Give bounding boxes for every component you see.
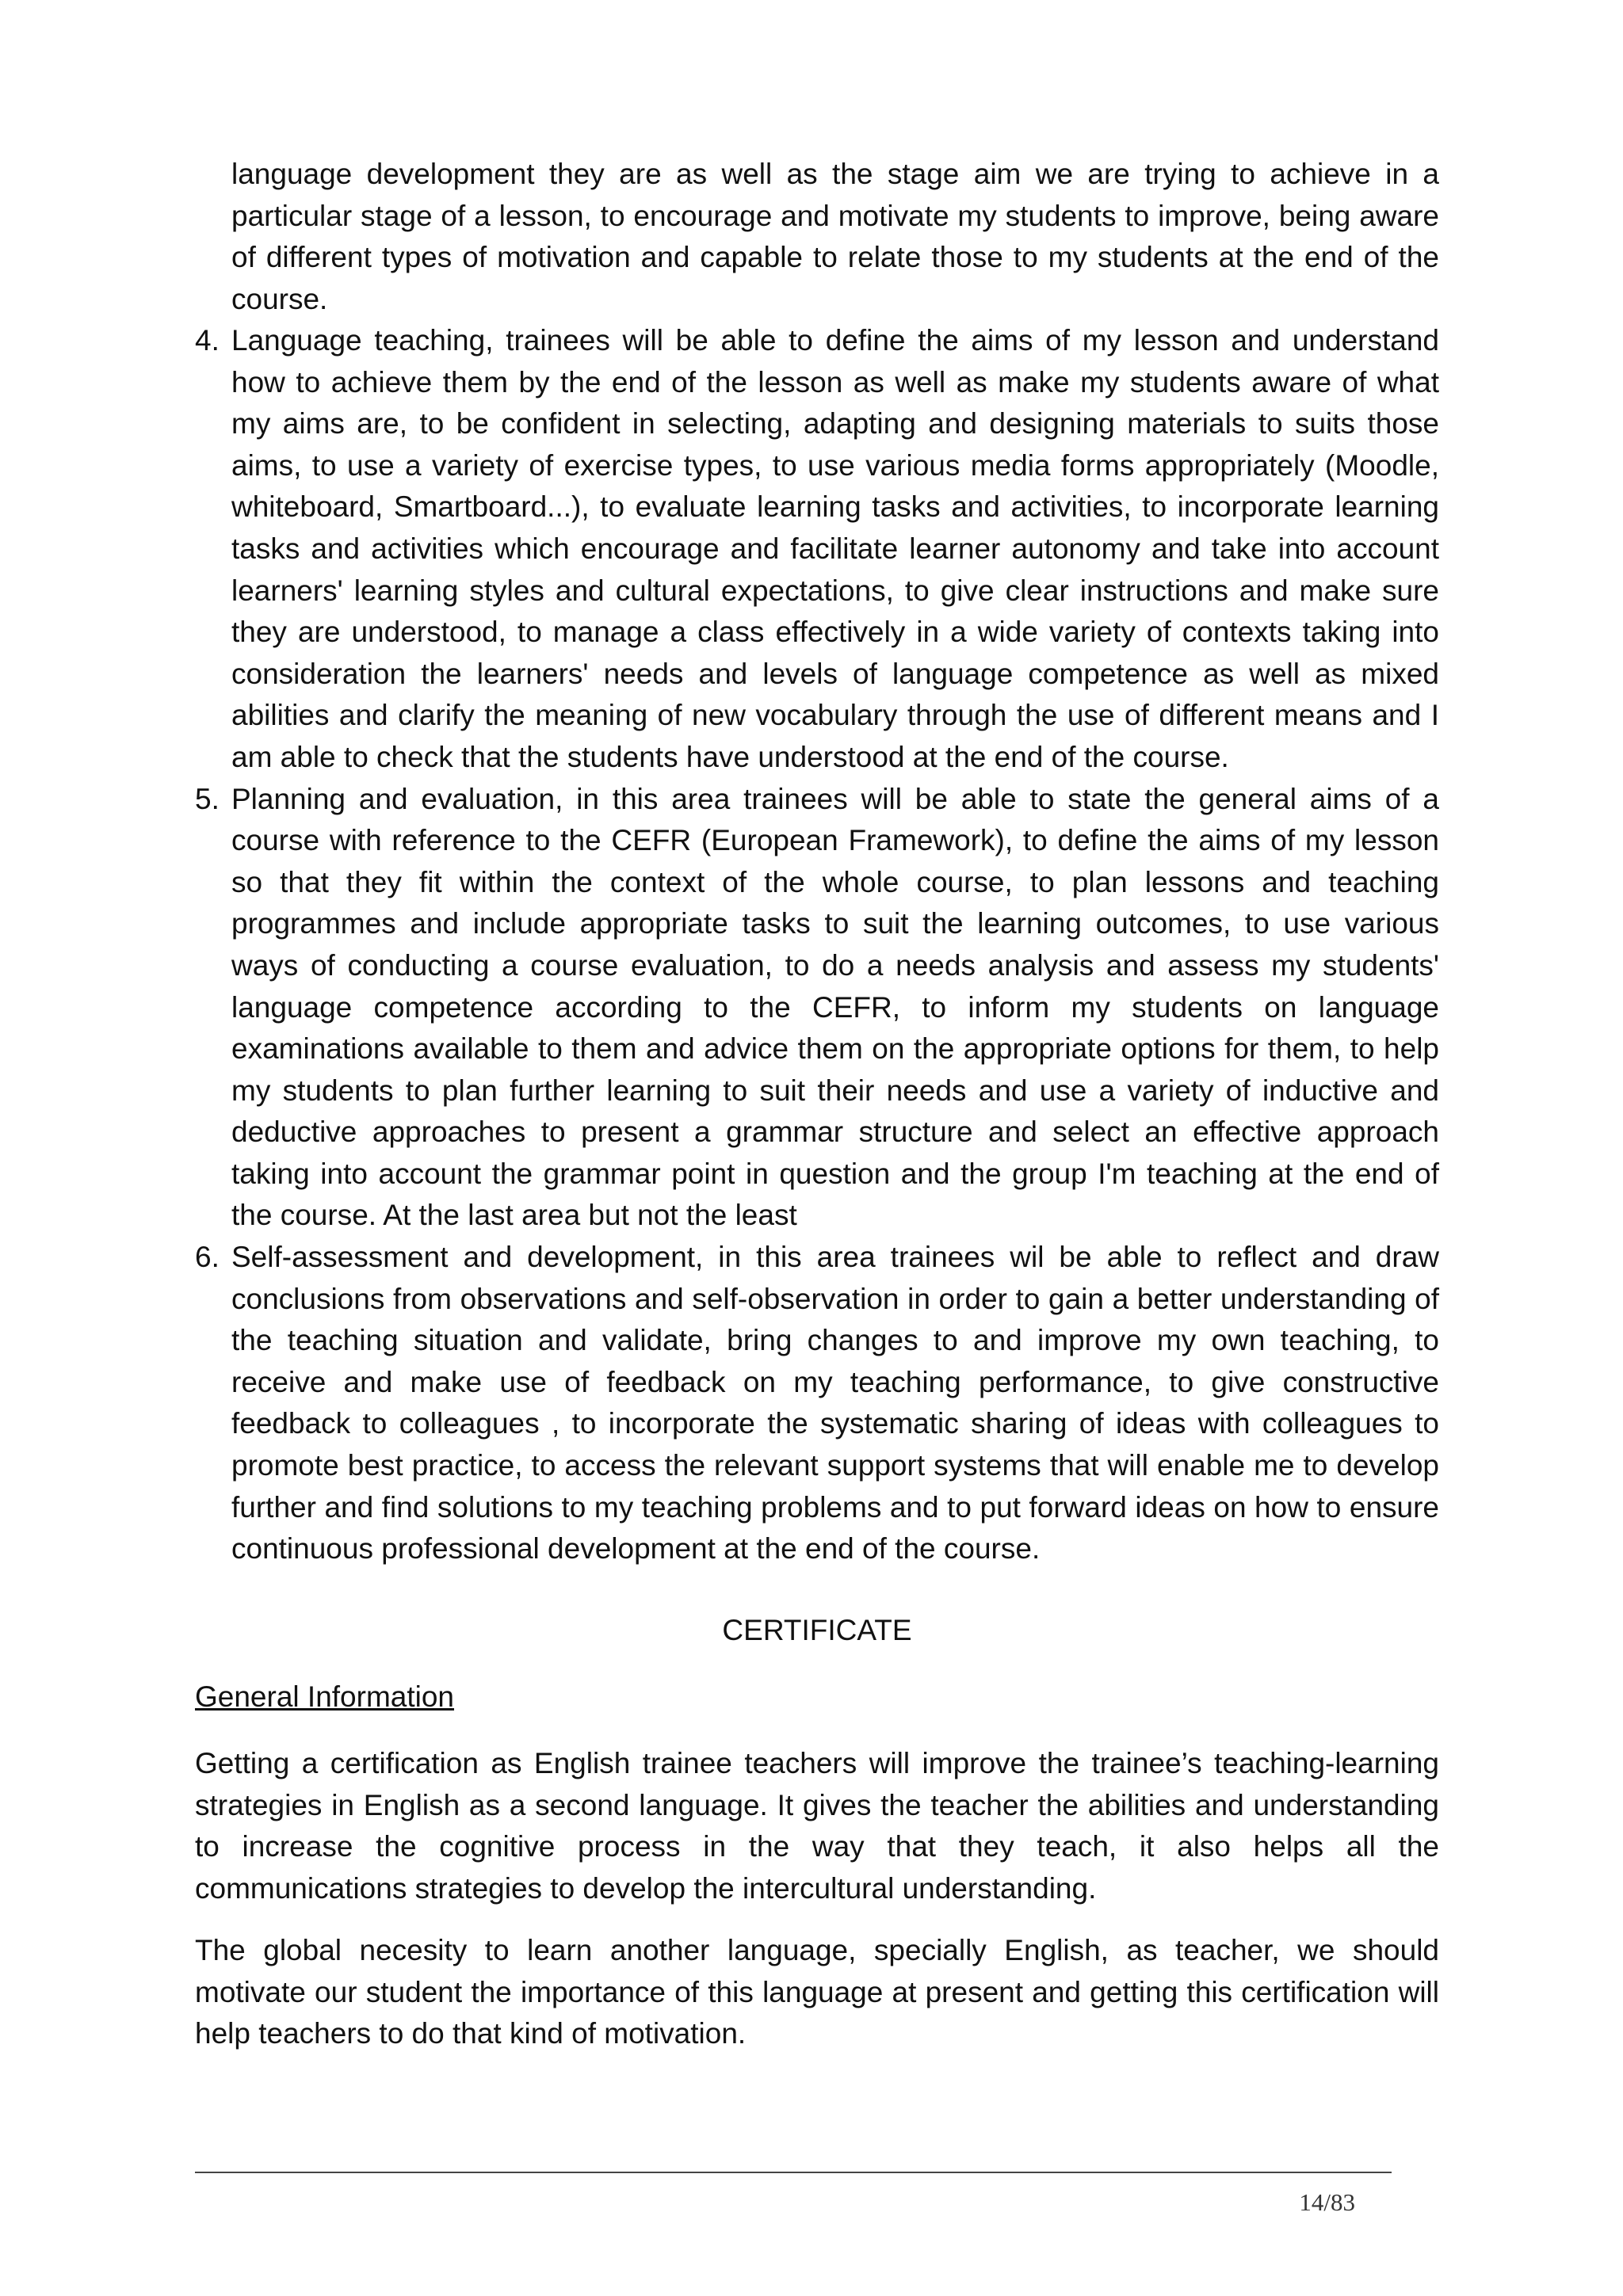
footer-divider [195,2172,1392,2173]
certificate-paragraph-1: Getting a certification as English trainee teachers will improve the trainee’s teaching-learning strategies in English as a second language. It gives the teacher the abilities and understanding to increase the cognitive process in the way that they teach, it also helps all the communications strategies to develop the intercultural understanding. [195,1747,1439,1905]
certificate-paragraph-2: The global necesity to learn another language, specially English, as teacher, we should motivate our student the importance of this language at present and getting this certification will help teachers to do that kind of motivation. [195,1934,1439,2050]
list-item-text: Language teaching, trainees will be able to define the aims of my lesson and understand how to achieve them by the end of the lesson as well as make my students aware of what my aims are, to be confident in selecting, adapting and designing materials to suits those aims, to use a variety of exercise types, to use various media forms appropriately (Moodle, whiteboard, Smartboard...), to evaluate learning tasks and activities, to incorporate learning tasks and activities which encourage and facilitate learner autonomy and take into account learners' learning styles and cultural expectations, to give clear instructions and make sure they are understood, to manage a class effectively in a wide variety of contexts taking into consideration the learners' needs and levels of language competence as well as mixed abilities and clarify the meaning of new vocabulary through the use of different means and I am able to check that the students have understood at the end of the course. [231,324,1439,773]
list-item [195,320,1439,779]
list-item [195,779,1439,1238]
list-item-text: Planning and evaluation, in this area trainees will be able to state the general aims of a course with reference to the CEFR (European Framework), to define the aims of my lesson so that they fit within the context of the whole course, to plan lessons and teaching programmes and include appropriate tasks to suit the learning outcomes, to use various ways of conducting a course evaluation, to do a needs analysis and assess my students' language competence according to the CEFR, to inform my students on language examinations available to them and advice them on the appropriate options for them, to help my students to plan further learning to suit their needs and use a variety of inductive and deductive approaches to present a grammar structure and select an effective approach taking into account the grammar point in question and the group I'm teaching at the end of the course. At the last area but not the least [231,782,1439,1232]
list-item-text: Self-assessment and development, in this area trainees wil be able to reflect and draw conclusions from observations and self-observation in order to gain a better understanding of the teaching situation and validate, bring changes to and improve my own teaching, to receive and make use of feedback on my teaching performance, to give constructive feedback to colleagues , to incorporate the systematic sharing of ideas with colleagues to promote best practice, to access the relevant support systems that will enable me to develop further and find solutions to my teaching problems and to put forward ideas on how to ensure continuous professional development at the end of the course. [231,1241,1439,1566]
certificate-heading: CERTIFICATE [722,1614,912,1646]
numbered-list [195,320,1439,1570]
continuation-paragraph: language development they are as well as the stage aim we are trying to achieve in a particular stage of a lesson, to encourage and motivate my students to improve, being aware of different types of motivation and capable to relate those to my students at the end of the course. [231,158,1439,315]
list-item-number: 6. [195,1241,220,1274]
general-information-subheading: General Information [195,1680,455,1713]
list-item-number: 4. [195,324,220,357]
list-item-number: 5. [195,782,220,815]
list-item [195,1237,1439,1570]
page-number: 14/83 [1299,2188,1355,2216]
